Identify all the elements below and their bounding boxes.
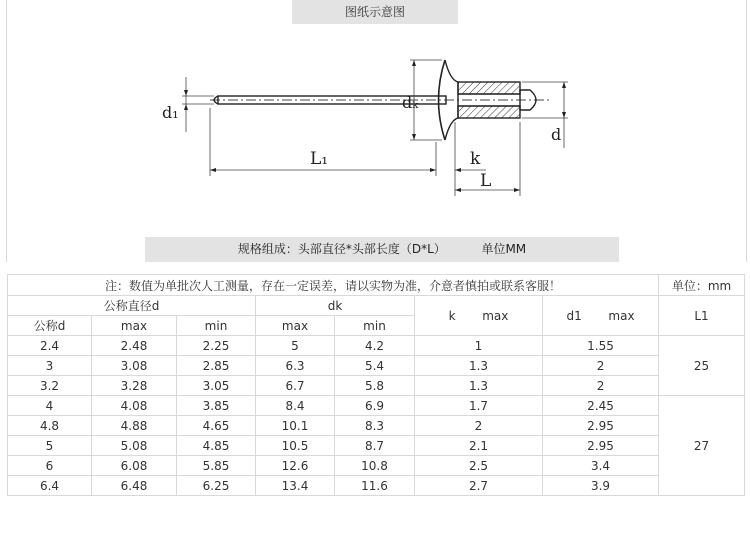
- rivet-body-top: [458, 82, 520, 94]
- subheader-dk-max: max: [256, 316, 335, 336]
- cell: 4.2: [335, 336, 415, 356]
- cell: 4.8: [8, 416, 92, 436]
- subheader-nominal-d: 公称d: [8, 316, 92, 336]
- cell: 2.25: [177, 336, 256, 356]
- table-row: [8, 356, 745, 376]
- cell: 3.4: [543, 456, 659, 476]
- cell: 12.6: [256, 456, 335, 476]
- cell: 2.5: [415, 456, 543, 476]
- cell: 6.7: [256, 376, 335, 396]
- table-row: [8, 336, 745, 356]
- cell: 3.2: [8, 376, 92, 396]
- table-row: [8, 436, 745, 456]
- cell: 2.48: [92, 336, 177, 356]
- table-row: [8, 456, 745, 476]
- cell: 3: [8, 356, 92, 376]
- table-row: [8, 396, 745, 416]
- rivet-drawing: [150, 52, 580, 202]
- cell: 2.7: [415, 476, 543, 496]
- cell: 5.08: [92, 436, 177, 456]
- cell: 8.4: [256, 396, 335, 416]
- page-title: 图纸示意图: [292, 0, 458, 24]
- cell: 6.9: [335, 396, 415, 416]
- cell: 3.9: [543, 476, 659, 496]
- cell: 1.55: [543, 336, 659, 356]
- cell: 2: [415, 416, 543, 436]
- cell: 5.4: [335, 356, 415, 376]
- cell: 6.4: [8, 476, 92, 496]
- cell: 8.3: [335, 416, 415, 436]
- header-dk: dk: [256, 296, 415, 316]
- cell: 2.85: [177, 356, 256, 376]
- cell: 3.05: [177, 376, 256, 396]
- cell: 3.28: [92, 376, 177, 396]
- cell: 1.7: [415, 396, 543, 416]
- table-note: 注：数值为单批次人工测量，存在一定误差，请以实物为准，介意者慎拍或联系客服！: [8, 275, 659, 296]
- cell: 2.95: [543, 436, 659, 456]
- header-d1: d1 max: [543, 296, 659, 336]
- cell: 8.7: [335, 436, 415, 456]
- header-k: k max: [415, 296, 543, 336]
- spec-composition: 规格组成：头部直径*头部长度（D*L）: [237, 242, 446, 256]
- cell: 6.08: [92, 456, 177, 476]
- cell: 5: [256, 336, 335, 356]
- unit-label: 单位：mm: [659, 275, 745, 296]
- cell: 5.8: [335, 376, 415, 396]
- spec-unit: 单位MM: [481, 242, 527, 256]
- cell: 6.48: [92, 476, 177, 496]
- cell: 11.6: [335, 476, 415, 496]
- subheader-max: max: [92, 316, 177, 336]
- cell: 2.4: [8, 336, 92, 356]
- cell: 6.3: [256, 356, 335, 376]
- cell: 1: [415, 336, 543, 356]
- spec-bar: [145, 237, 619, 262]
- dk-label: dₖ: [402, 93, 419, 112]
- cell: 1.3: [415, 376, 543, 396]
- cell: 3.08: [92, 356, 177, 376]
- table-row: [8, 476, 745, 496]
- header-nominal-d: 公称直径d: [8, 296, 256, 316]
- cell: 4.85: [177, 436, 256, 456]
- L1-value: 27: [659, 396, 745, 496]
- cell: 4: [8, 396, 92, 416]
- cell: 1.3: [415, 356, 543, 376]
- header-L1: L1: [659, 296, 745, 336]
- cell: 6.25: [177, 476, 256, 496]
- cell: 2.1: [415, 436, 543, 456]
- cell: 5.85: [177, 456, 256, 476]
- L-label: L: [480, 171, 492, 191]
- L1-value: 25: [659, 336, 745, 396]
- cell: 13.4: [256, 476, 335, 496]
- d-label: d: [551, 125, 562, 144]
- k-label: k: [470, 149, 481, 169]
- cell: 2: [543, 376, 659, 396]
- cell: 6: [8, 456, 92, 476]
- d1-label: d₁: [162, 103, 179, 122]
- cell: 3.85: [177, 396, 256, 416]
- cell: 10.8: [335, 456, 415, 476]
- cell: 2: [543, 356, 659, 376]
- cell: 5: [8, 436, 92, 456]
- spec-table: [7, 274, 745, 496]
- cell: 2.45: [543, 396, 659, 416]
- subheader-min: min: [177, 316, 256, 336]
- table-row: [8, 416, 745, 436]
- cell: 4.08: [92, 396, 177, 416]
- table-row: [8, 376, 745, 396]
- L1-label: L₁: [310, 149, 329, 169]
- cell: 4.65: [177, 416, 256, 436]
- cell: 4.88: [92, 416, 177, 436]
- cell: 2.95: [543, 416, 659, 436]
- rivet-body-bottom: [458, 106, 520, 118]
- cell: 10.1: [256, 416, 335, 436]
- subheader-dk-min: min: [335, 316, 415, 336]
- cell: 10.5: [256, 436, 335, 456]
